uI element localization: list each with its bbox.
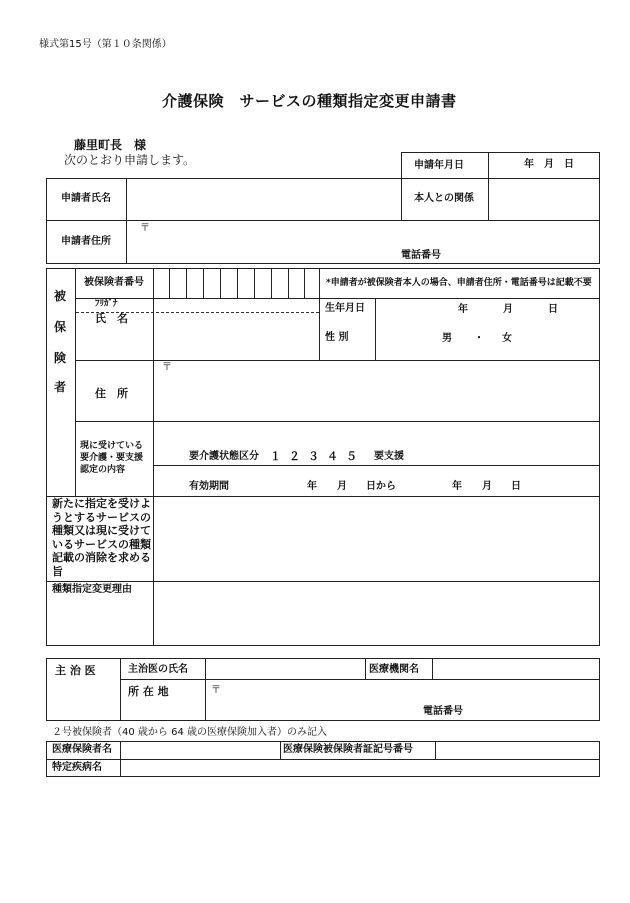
insurer-label: 医療保険者名: [52, 744, 112, 755]
birthdate-day: 日: [548, 304, 558, 315]
sex-female-option[interactable]: 女: [502, 333, 512, 344]
valid-to-year: 年: [452, 481, 462, 492]
addressee: 藤里町長 様: [74, 138, 147, 152]
sex-separator: ・: [474, 333, 484, 344]
insured-name-field[interactable]: [157, 314, 315, 356]
intro-text: 次のとおり申請します。: [64, 153, 196, 167]
physician-label: 主 治 医: [55, 664, 96, 677]
sex-label: 性 別: [325, 332, 349, 343]
physician-postal-mark: 〒: [211, 685, 221, 696]
relation-field[interactable]: [492, 182, 596, 216]
applicant-address-label: 申請者住所: [61, 236, 111, 247]
physician-name-label: 主治医の氏名: [128, 664, 188, 675]
valid-period-label: 有効期間: [189, 481, 229, 492]
care-level-4[interactable]: ４: [327, 450, 338, 463]
institution-label: 医療機関名: [369, 664, 419, 675]
disease-label: 特定疾病名: [52, 762, 102, 773]
request-label: 新たに指定を受けようとするサービスの種類又は現に受けているサービスの種類記載の消除を求める旨: [52, 497, 151, 578]
valid-from-day: 日から: [366, 481, 396, 492]
relation-label: 本人との関係: [414, 193, 474, 204]
page-title: 介護保険 サービスの種類指定変更申請書: [162, 92, 457, 110]
application-date-label: 申請年月日: [414, 160, 464, 171]
valid-from-year: 年: [307, 481, 317, 492]
physician-address-label: 所 在 地: [128, 685, 169, 698]
insured-address-field[interactable]: [157, 364, 596, 418]
care-level-5[interactable]: ５: [346, 450, 357, 463]
applicant-address-field[interactable]: [130, 224, 596, 260]
birthdate-label: 生年月日: [325, 303, 365, 314]
physician-name-field[interactable]: [209, 661, 361, 677]
insured-card-number-label: 医療保険被保険者証記号番号: [283, 744, 413, 755]
furigana-label: ﾌﾘｶﾞﾅ: [95, 299, 118, 309]
section-char-3: 険: [53, 351, 66, 365]
reason-label: 種類指定変更理由: [52, 584, 132, 595]
form-number: 様式第15号（第１０条関係）: [39, 39, 172, 50]
physician-phone-label: 電話番号: [423, 706, 463, 717]
disease-field[interactable]: [124, 761, 596, 775]
applicant-phone-label: 電話番号: [401, 250, 441, 261]
reason-field[interactable]: [157, 585, 596, 642]
sex-male-option[interactable]: 男: [442, 333, 452, 344]
postal-mark: 〒: [140, 223, 150, 234]
insured-address-label: 住 所: [95, 387, 128, 400]
insured-card-number-field[interactable]: [439, 743, 596, 757]
birthdate-year: 年: [458, 304, 468, 315]
insured-number-label: 被保険者番号: [84, 277, 144, 288]
application-date-field[interactable]: 年 月 日: [524, 159, 574, 170]
valid-to-month: 月: [482, 481, 492, 492]
current-cert-label: 現に受けている要介護・要支援認定の内容: [80, 441, 144, 475]
care-level-3[interactable]: ３: [308, 450, 319, 463]
insured-name-label: 氏 名: [95, 312, 128, 325]
section-char-4: 者: [53, 380, 66, 394]
birthdate-month: 月: [503, 304, 513, 315]
request-field[interactable]: [157, 500, 596, 577]
physician-address-field[interactable]: [209, 683, 596, 717]
type2-note: ２号被保険者（40 歳から 64 歳の医療保険加入者）のみ記入: [52, 727, 327, 738]
insured-note: *申請者が被保険者本人の場合、申請者住所・電話番号は記載不要: [326, 278, 592, 288]
insurer-field[interactable]: [124, 743, 276, 757]
institution-field[interactable]: [436, 661, 596, 677]
care-level-1[interactable]: １: [270, 450, 281, 463]
valid-from-month: 月: [337, 481, 347, 492]
care-level-label: 要介護状態区分: [189, 451, 259, 462]
section-char-2: 保: [53, 320, 66, 334]
section-char-1: 被: [53, 289, 66, 303]
insured-postal-mark: 〒: [162, 362, 172, 373]
applicant-name-label: 申請者氏名: [61, 193, 111, 204]
applicant-name-field[interactable]: [130, 182, 396, 216]
care-level-2[interactable]: ２: [289, 450, 300, 463]
support-option[interactable]: 要支援: [374, 451, 404, 462]
valid-to-day: 日: [511, 481, 521, 492]
insured-number-field[interactable]: [155, 270, 317, 296]
